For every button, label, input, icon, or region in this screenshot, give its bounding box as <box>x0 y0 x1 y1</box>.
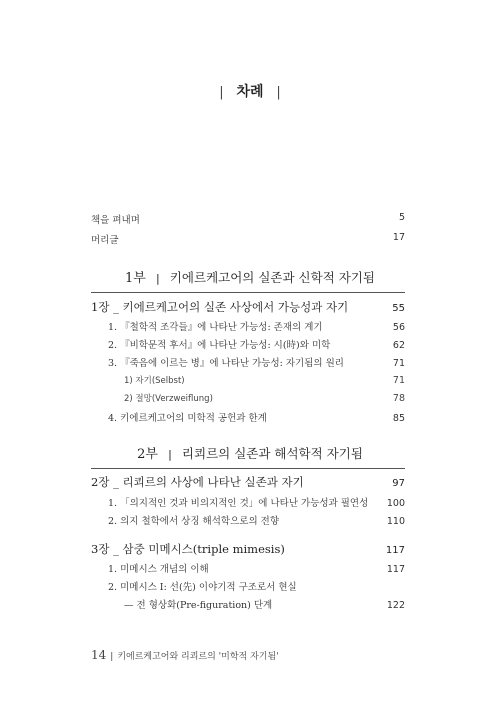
chapter-page: 97 <box>392 478 405 489</box>
page-footer <box>91 648 279 662</box>
entry-label: 머리글 <box>91 235 119 246</box>
toc-section[interactable] <box>108 355 405 369</box>
toc-title <box>0 81 500 101</box>
part-separator: | <box>156 272 160 285</box>
title-bar-left: | <box>219 85 224 100</box>
toc-chapter-1[interactable] <box>91 299 405 315</box>
entry-page: 5 <box>398 212 405 223</box>
toc-section[interactable] <box>108 561 405 575</box>
footer-page-number: 14 <box>91 648 107 662</box>
part-title: 리쾨르의 실존과 해석학적 자기됨 <box>181 446 363 461</box>
section-page: 110 <box>386 516 405 527</box>
toc-section[interactable] <box>108 513 405 527</box>
toc-subsection[interactable] <box>124 374 405 386</box>
section-label: 3. 『죽음에 이르는 병』에 나타난 가능성: 자기됨의 원리 <box>108 358 344 369</box>
section-label: 4. 키에르케고어의 미학적 공헌과 한계 <box>108 413 267 424</box>
chapter-title: 3장 _ 삼중 미메시스(triple mimesis) <box>91 542 285 556</box>
entry-label: 책을 펴내며 <box>91 215 140 226</box>
section-page: 62 <box>392 340 405 351</box>
chapter-title: 2장 _ 리쾨르의 사상에 나타난 실존과 자기 <box>91 475 304 489</box>
part-1-heading <box>0 267 500 286</box>
subsection-page: 71 <box>392 375 405 386</box>
footer-book-title: 키에르케고어와 리쾨르의 '미학적 자기됨' <box>117 652 279 662</box>
toc-chapter-2[interactable] <box>91 474 405 490</box>
section-label: 1. 「의지적인 것과 비의지적인 것」에 나타난 가능성과 필연성 <box>108 498 369 509</box>
footer-separator: | <box>110 652 114 662</box>
toc-entry-introduction[interactable] <box>91 232 405 246</box>
toc-entry-preface[interactable] <box>91 212 405 226</box>
toc-section[interactable] <box>108 319 405 333</box>
toc-section[interactable] <box>108 410 405 424</box>
part-title: 키에르케고어의 실존과 신학적 자기됨 <box>169 270 375 285</box>
toc-section-continuation[interactable] <box>124 597 405 611</box>
toc-subsection[interactable] <box>124 392 405 404</box>
section-page: 85 <box>392 413 405 424</box>
section-page: 122 <box>386 600 405 611</box>
toc-section[interactable] <box>108 337 405 351</box>
part-number: 1부 <box>125 271 146 286</box>
divider-rule <box>91 292 405 293</box>
chapter-page: 117 <box>385 545 405 556</box>
section-label: 1. 『철학적 조각들』에 나타난 가능성: 존재의 계기 <box>108 322 323 333</box>
toc-chapter-3[interactable] <box>91 541 405 557</box>
subsection-label: 2) 절망(Verzweiflung) <box>124 394 213 404</box>
section-label: — 전 형상화(Pre-figuration) 단계 <box>124 600 273 611</box>
section-label: 2. 미메시스 I: 선(先) 이야기적 구조로서 현실 <box>108 582 297 593</box>
chapter-title: 1장 _ 키에르케고어의 실존 사상에서 가능성과 자기 <box>91 300 349 314</box>
section-label: 1. 미메시스 개념의 이해 <box>108 564 209 575</box>
section-label: 2. 의지 철학에서 상징 해석학으로의 전향 <box>108 516 279 527</box>
section-page: 56 <box>392 322 405 333</box>
entry-page: 17 <box>392 232 405 243</box>
part-separator: | <box>168 448 172 461</box>
section-label: 2. 『비학문적 후서』에 나타난 가능성: 시(時)와 미학 <box>108 340 331 351</box>
part-2-heading <box>0 443 500 462</box>
part-number: 2부 <box>137 447 158 462</box>
divider-rule <box>91 468 405 469</box>
title-text: 차례 <box>236 84 264 100</box>
chapter-page: 55 <box>392 303 405 314</box>
subsection-label: 1) 자기(Selbst) <box>124 376 185 386</box>
subsection-page: 78 <box>392 393 405 404</box>
toc-section[interactable] <box>108 495 405 509</box>
toc-section[interactable] <box>108 579 405 593</box>
section-page: 71 <box>392 358 405 369</box>
title-bar-right: | <box>276 85 281 100</box>
section-page: 117 <box>386 564 405 575</box>
section-page: 100 <box>386 498 405 509</box>
